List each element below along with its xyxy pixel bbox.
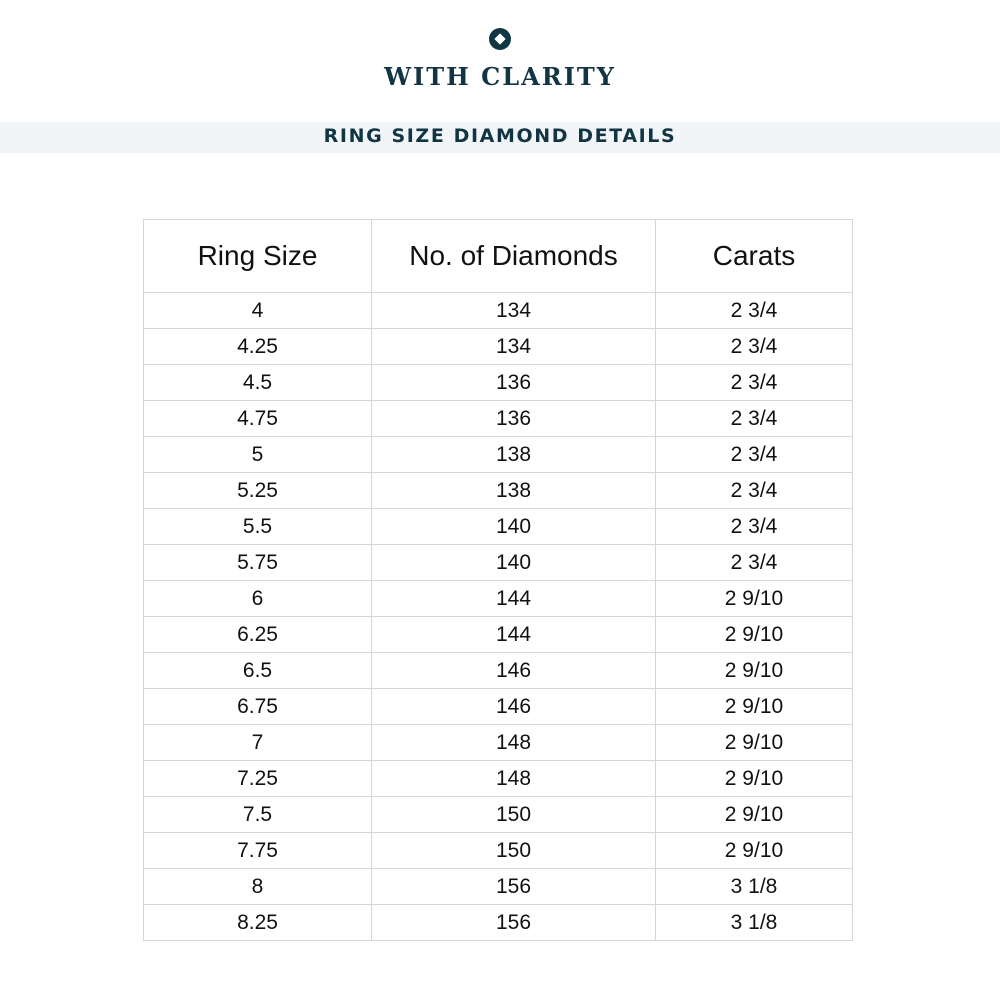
cell-carats: 2 9/10 — [656, 833, 853, 869]
cell-ring-size: 4.25 — [144, 329, 372, 365]
cell-carats: 2 3/4 — [656, 293, 853, 329]
page-title: RING SIZE DIAMOND DETAILS — [323, 125, 677, 147]
cell-no-of-diamonds: 156 — [372, 905, 656, 941]
title-banner — [0, 122, 1000, 153]
cell-no-of-diamonds: 148 — [372, 725, 656, 761]
cell-carats: 2 3/4 — [656, 437, 853, 473]
cell-carats: 2 9/10 — [656, 689, 853, 725]
table-row — [144, 581, 853, 617]
cell-no-of-diamonds: 156 — [372, 869, 656, 905]
cell-no-of-diamonds: 140 — [372, 545, 656, 581]
cell-ring-size: 6.75 — [144, 689, 372, 725]
cell-ring-size: 4.5 — [144, 365, 372, 401]
cell-no-of-diamonds: 140 — [372, 509, 656, 545]
cell-carats: 2 3/4 — [656, 401, 853, 437]
table-row — [144, 797, 853, 833]
cell-carats: 3 1/8 — [656, 905, 853, 941]
cell-carats: 2 9/10 — [656, 653, 853, 689]
table-row — [144, 545, 853, 581]
cell-ring-size: 8.25 — [144, 905, 372, 941]
table-row — [144, 473, 853, 509]
table-body — [144, 293, 853, 941]
table-row — [144, 833, 853, 869]
cell-ring-size: 6.25 — [144, 617, 372, 653]
cell-carats: 2 3/4 — [656, 545, 853, 581]
cell-carats: 2 9/10 — [656, 761, 853, 797]
cell-no-of-diamonds: 146 — [372, 653, 656, 689]
cell-carats: 2 9/10 — [656, 581, 853, 617]
header-ring-size: Ring Size — [144, 220, 372, 293]
cell-no-of-diamonds: 136 — [372, 401, 656, 437]
cell-ring-size: 7 — [144, 725, 372, 761]
cell-ring-size: 5 — [144, 437, 372, 473]
cell-no-of-diamonds: 144 — [372, 581, 656, 617]
cell-no-of-diamonds: 138 — [372, 473, 656, 509]
cell-carats: 2 9/10 — [656, 617, 853, 653]
cell-ring-size: 5.75 — [144, 545, 372, 581]
cell-no-of-diamonds: 134 — [372, 329, 656, 365]
header-carats: Carats — [656, 220, 853, 293]
cell-no-of-diamonds: 146 — [372, 689, 656, 725]
cell-carats: 2 3/4 — [656, 509, 853, 545]
cell-carats: 2 3/4 — [656, 473, 853, 509]
cell-no-of-diamonds: 150 — [372, 797, 656, 833]
table-row — [144, 761, 853, 797]
ring-size-table — [143, 219, 853, 941]
table-row — [144, 689, 853, 725]
cell-carats: 2 9/10 — [656, 725, 853, 761]
cell-ring-size: 7.75 — [144, 833, 372, 869]
table-row — [144, 617, 853, 653]
cell-no-of-diamonds: 148 — [372, 761, 656, 797]
cell-carats: 2 3/4 — [656, 329, 853, 365]
table-row — [144, 725, 853, 761]
table-row — [144, 365, 853, 401]
diamond-circle-icon — [489, 28, 511, 50]
cell-ring-size: 7.5 — [144, 797, 372, 833]
cell-ring-size: 5.5 — [144, 509, 372, 545]
table-row — [144, 293, 853, 329]
cell-ring-size: 7.25 — [144, 761, 372, 797]
brand-name: WITH CLARITY — [384, 62, 616, 91]
table-header-row — [144, 220, 853, 293]
table-row — [144, 401, 853, 437]
table-row — [144, 905, 853, 941]
cell-ring-size: 6 — [144, 581, 372, 617]
table-row — [144, 329, 853, 365]
cell-carats: 2 3/4 — [656, 365, 853, 401]
cell-no-of-diamonds: 136 — [372, 365, 656, 401]
cell-no-of-diamonds: 150 — [372, 833, 656, 869]
cell-no-of-diamonds: 134 — [372, 293, 656, 329]
table-row — [144, 869, 853, 905]
table-row — [144, 509, 853, 545]
cell-carats: 2 9/10 — [656, 797, 853, 833]
cell-carats: 3 1/8 — [656, 869, 853, 905]
table-row — [144, 653, 853, 689]
cell-ring-size: 6.5 — [144, 653, 372, 689]
cell-no-of-diamonds: 138 — [372, 437, 656, 473]
cell-ring-size: 5.25 — [144, 473, 372, 509]
cell-ring-size: 4 — [144, 293, 372, 329]
cell-ring-size: 8 — [144, 869, 372, 905]
table-row — [144, 437, 853, 473]
cell-no-of-diamonds: 144 — [372, 617, 656, 653]
cell-ring-size: 4.75 — [144, 401, 372, 437]
header-no-of-diamonds: No. of Diamonds — [372, 220, 656, 293]
